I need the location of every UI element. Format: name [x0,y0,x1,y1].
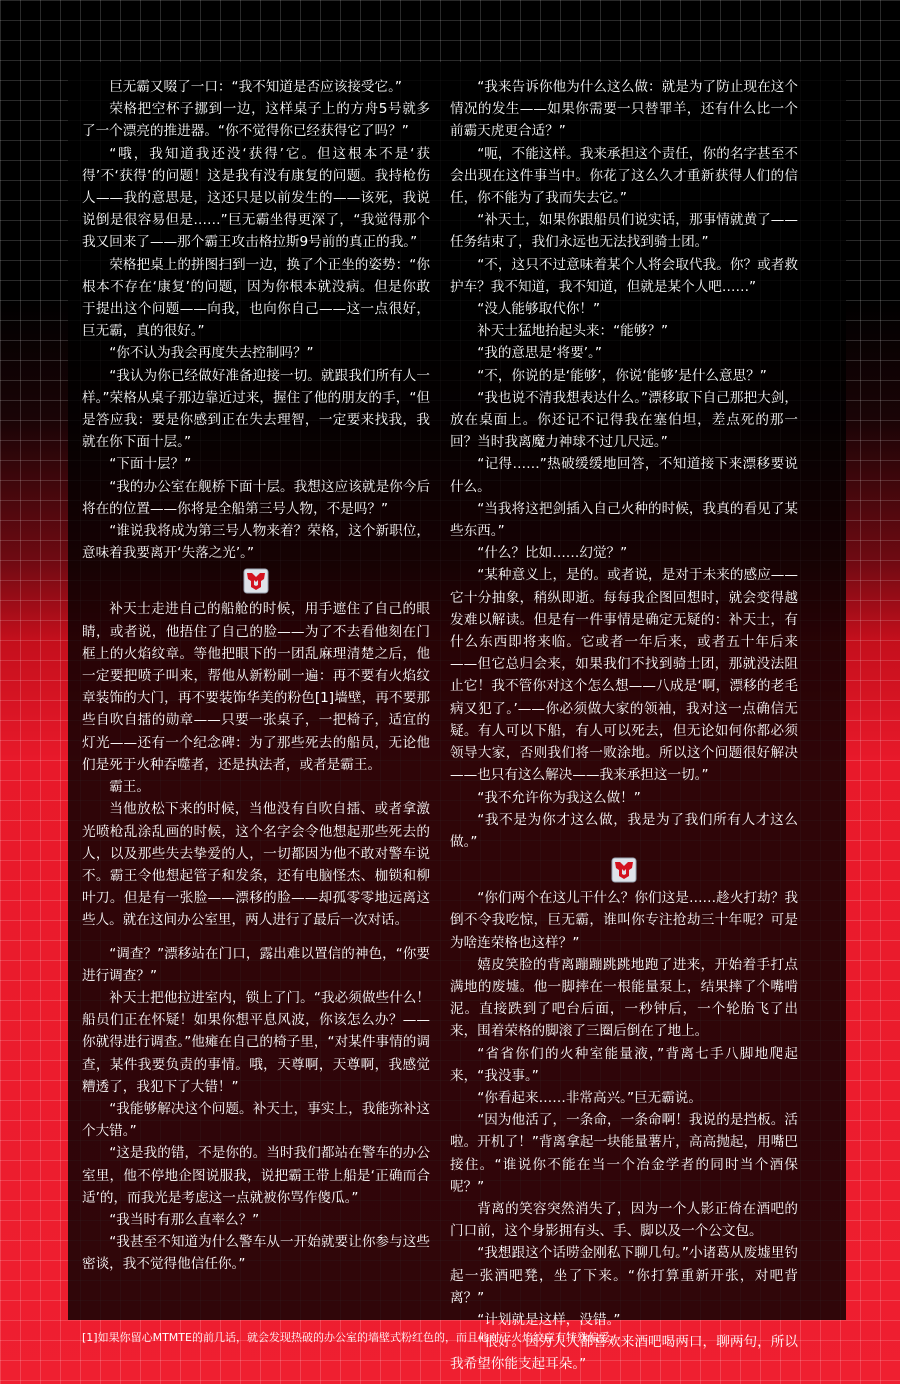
right-block-2 [450,887,798,1375]
paragraph: 荣格把桌上的拼图扫到一边，换了个正坐的姿势：“你根本不存在‘康复’的问题，因为你根本就没病。但是你敢于提出这个问题——向我，也向你自己——这一点很好，巨无霸，真的很好。” [82,256,430,340]
paragraph: “我来告诉你他为什么这么做：就是为了防止现在这个情况的发生——如果你需要一只替罪羊，还有什么比一个前霸天虎更合适？” [450,79,798,140]
paragraph: 补天士走进自己的船舱的时候，用手遮住了自己的眼睛，或者说，他捂住了自己的脸——为了不去看他刻在门框上的火焰纹章。等他把眼下的一团乱麻理清楚之后，他一定要把喷子叫来，帮他从新粉刷一遍：再不要有火焰纹章装饰的大门，再不要装饰华美的粉色[1]墙壁，再不要那些自吹自擂的勋章——只要一张桌子，一把椅子，适宜的灯光——还有一个纪念碑：为了那些死去的船员，无论他们是死于火种吞噬者，还是执法者，或者是霸王。 [82,601,430,773]
paragraph: 补天士把他拉进室内，锁上了门。“我必须做些什么！船员们正在怀疑！如果你想平息风波，你该怎么办？——你就得进行调查。”他瘫在自己的椅子里，“对某件事情的调查，某件我要负责的事情。哦，天尊啊，天尊啊，我感觉糟透了，我犯下了大错！” [82,989,430,1095]
paragraph: “我甚至不知道为什么警车从一开始就要让你参与这些密谈，我不觉得他信任你。” [82,1234,430,1273]
paragraph: “你不认为我会再度失去控制吗？” [109,345,314,362]
paragraph: 霸王。 [109,779,150,796]
autobot-insignia-icon [611,857,637,883]
paragraph: “你看起来……非常高兴。”巨无霸说。 [477,1089,702,1106]
paragraph: “计划就是这样，没错。” [477,1311,621,1328]
paragraph: “呃，不能这样。我来承担这个责任，你的名字甚至不会出现在这件事当中。你花了这么久才重新获得人们的信任，你不能为了我而失去它。” [450,145,798,207]
paragraph: “我能够解决这个问题。补天士，事实上，我能弥补这个大错。” [82,1100,430,1140]
paragraph: “我的办公室在舰桥下面十层。我想这应该就是你今后将在的位置——你将是全船第三号人物，不是吗？” [82,478,430,517]
left-block-3 [82,943,430,1276]
paragraph: “某种意义上，是的。或者说，是对于未来的感应——它十分抽象，稍纵即逝。每每我企图回想时，就会变得越发难以解读。但是有一件事情是确定无疑的：补天士，有什么东西即将来临。它或者一年后来，或者五十年后来——但它总归会来，如果我们不找到骑士团，那就没法阻止它！我不管你对这个怎么想——八成是‘啊，漂移的老毛病又犯了。’——你必须做大家的领袖，我对这一点确信无疑。有人可以下船，有人可以死去，但无论如何你都必须领导大家，否则我们将一败涂地。所以这个问题很好解决——也只有这么解决——我来承担这一切。” [450,567,798,784]
paragraph: “补天士，如果你跟船员们说实话，那事情就黄了——任务结束了，我们永远也无法找到骑士团。” [450,212,798,251]
paragraph: “我不允许你为我这么做！” [477,789,641,806]
paragraph: 背离的笑容突然消失了，因为一个人影正倚在酒吧的门口前，这个身影拥有头、手、脚以及一个公文包。 [450,1200,798,1240]
paragraph: “我也说不清我想表达什么。”漂移取下自己那把大剑，放在桌面上。你还记不记得我在塞伯坦，差点死的那一回？当时我离魔力神球不过几尺远。” [450,389,798,451]
paragraph: “调查？”漂移站在门口，露出难以置信的神色，“你要进行调查？” [82,945,430,984]
section-separator [82,564,430,598]
footnote: [1]如果你留心MTMTE的前几话，就会发现热破的办公室的墙壁式粉红色的，而且他对于火焰纹章有特殊偏爱。 [82,1331,621,1344]
paragraph: “这是我的错，不是你的。当时我们都站在警车的办公室里，他不停地企图说服我，说把霸王带上船是‘正确而合适’的，而我光是考虑这一点就被你骂作傻瓜。” [82,1145,430,1206]
left-block-2 [82,598,430,931]
paragraph: 嬉皮笑脸的背离蹦蹦跳跳地跑了进来，开始着手打点满地的废墟。他一脚摔在一根能量泵上，结果摔了个嘴啃泥。直接跌到了吧台后面，一秒钟后，一个轮胎飞了出来，围着荣格的脚滚了三圈后倒在了地上。 [450,956,798,1040]
paragraph: “省省你们的火种室能量液，”背离七手八脚地爬起来，“我没事。” [450,1045,798,1084]
right-block-1 [450,76,798,853]
autobot-insignia-icon [243,568,269,594]
paragraph: 补天士猛地抬起头来：“能够？” [477,323,668,340]
paragraph: 当他放松下来的时候，当他没有自吹自擂、或者拿激光喷枪乱涂乱画的时候，这个名字会令他想起那些死去的人，以及那些失去挚爱的人，一切都因为他不敢对警车说不。霸王令他想起管子和发条，还有电脑怪杰、枷锁和柳叶刀。但是有一张脸——漂移的脸——却孤零零地远离这些人。就在这间办公室里，两人进行了最后一次对话。 [82,801,430,929]
right-column [450,76,798,1376]
paragraph: “我的意思是‘将要’。” [477,345,602,362]
paragraph: “不，这只不过意味着某个人将会取代我。你？或者救护车？我不知道，我不知道，但就是某个人吧……” [450,256,798,295]
paragraph: “很好。因为人人都喜欢来酒吧喝两口，聊两句，所以我希望你能支起耳朵。” [450,1334,798,1373]
paragraph: “哦，我知道我还没‘获得’它。但这根本不是‘获得’不‘获得’的问题！这是我有没有康复的问题。我持枪伤人——我的意思是，这还只是以前发生的——该死，我说说倒是很容易但是……”巨无霸坐得更深了，“我觉得那个我又回来了——那个霸王攻击格拉斯9号前的真正的我。” [82,145,430,251]
paragraph: “我想跟这个话唠金刚私下聊几句。”小诸葛从废墟里钓起一张酒吧凳，坐了下来。“你打算重新开张，对吧背离？” [450,1245,798,1306]
paragraph: “下面十层？” [109,456,192,473]
paragraph: “没人能够取代你！” [477,301,601,318]
left-column [82,76,430,1276]
paragraph: “不，你说的是‘能够’，你说‘能够’是什么意思？” [477,367,767,384]
paragraph: “当我将这把剑插入自己火种的时候，我真的看见了某些东西。” [450,500,798,540]
paragraph: “因为他活了，一条命，一条命啊！我说的是挡板。活啦。开机了！”背离拿起一块能量薯片，高高抛起，用嘴巴接住。“谁说你不能在当一个冶金学者的同时当个酒保呢？” [450,1112,798,1195]
paragraph: “我当时有那么直率么？” [109,1211,260,1228]
paragraph: “记得……”热破缓缓地回答，不知道接下来漂移要说什么。 [450,456,798,495]
paragraph: “我认为你已经做好准备迎接一切。就跟我们所有人一样。”荣格从桌子那边靠近过来，握住了他的朋友的手，“但是答应我：要是你感到正在失去理智，一定要来找我，我就在你下面十层。” [82,367,430,451]
paragraph: “你们两个在这儿干什么？你们这是……趁火打劫？我倒不令我吃惊，巨无霸，谁叫你专注抢劫三十年呢？可是为啥连荣格也这样？” [450,890,798,951]
paragraph: “谁说我将成为第三号人物来着？荣格，这个新职位，意味着我要离开‘失落之光’。” [82,523,430,562]
paragraph: “我不是为你才这么做，我是为了我们所有人才这么做。” [450,811,798,850]
paragraph: 荣格把空杯子挪到一边，这样桌子上的方舟5号就多了一个漂亮的推进器。“你不觉得你已经获得它了吗？” [82,101,430,140]
left-block-1 [82,76,430,564]
section-separator [450,853,798,887]
paragraph: 巨无霸又啜了一口：“我不知道是否应该接受它。” [109,79,402,95]
paragraph: “什么？比如……幻觉？” [477,545,628,562]
